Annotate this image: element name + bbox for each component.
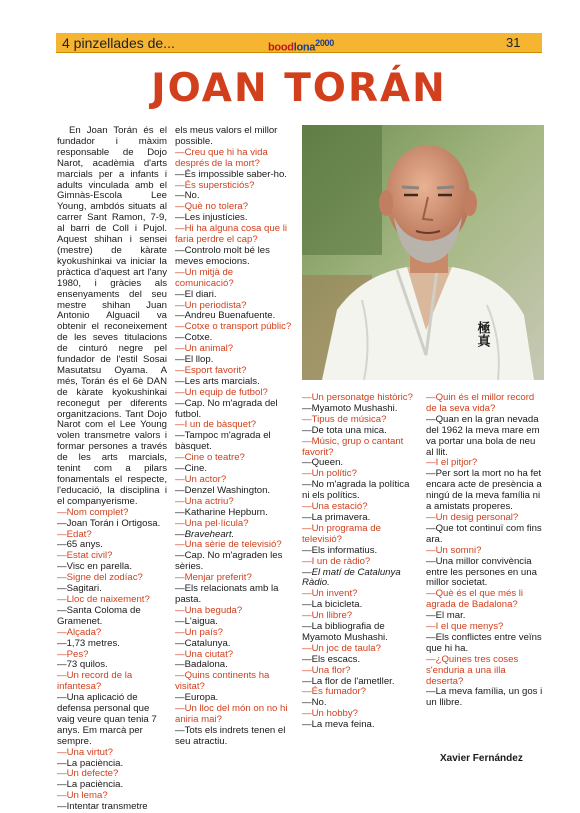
- interview-answer: — Intentar transmetre: [57, 802, 167, 813]
- interview-question: — Una ciutat?: [175, 650, 293, 661]
- interview-answer: — Badalona.: [175, 660, 293, 671]
- interview-answer: — La primavera.: [302, 513, 418, 524]
- interview-question: — Cine o teatre?: [175, 453, 293, 464]
- interview-question: — Un animal?: [175, 344, 293, 355]
- interview-answer: — Tots els indrets tenen el seu atractiu.: [175, 726, 293, 748]
- interview-answer: — Catalunya.: [175, 639, 293, 650]
- interview-answer: — Andreu Buenafuente.: [175, 311, 293, 322]
- interview-answer: — Les arts marcials.: [175, 377, 293, 388]
- interview-question: — Un desig personal?: [426, 513, 544, 524]
- interview-answer: — El mar.: [426, 611, 544, 622]
- interview-answer: — Tampoc m'agrada el bàsquet.: [175, 431, 293, 453]
- interview-answer: — Europa.: [175, 693, 293, 704]
- interview-answer: — 1,73 metres.: [57, 639, 167, 650]
- interview-answer: — La meva feina.: [302, 720, 418, 731]
- interview-question: — Un polític?: [302, 469, 418, 480]
- interview-answer: — Una millor convivència entre les persones en una millor societat.: [426, 557, 544, 590]
- section-title: 4 pinzellades de...: [62, 35, 175, 51]
- interview-answer: — Per sort la mort no ha fet encara acte de presència a ningú de la meva família ni a amistats properes.: [426, 469, 544, 513]
- interview-answer: — Els escacs.: [302, 655, 418, 666]
- interview-question: — Pes?: [57, 650, 167, 661]
- interview-question: — Una flor?: [302, 666, 418, 677]
- logo-part-1: bood: [268, 41, 294, 54]
- logo-part-2: lona: [293, 41, 316, 54]
- interview-question: — És supersticiós?: [175, 181, 293, 192]
- interview-answer: — És impossible saber-ho.: [175, 170, 293, 181]
- gi-inscription: 極真: [474, 321, 490, 347]
- interview-question: — Tipus de música?: [302, 415, 418, 426]
- interview-answer: — Les injustícies.: [175, 213, 293, 224]
- interview-question: — Músic, grup o cantant favorit?: [302, 437, 418, 459]
- interview-question: — Un hobby?: [302, 709, 418, 720]
- interview-answer: — La flor de l'ametller.: [302, 677, 418, 688]
- interview-question: — Una sèrie de televisió?: [175, 540, 293, 551]
- interview-column-2: [175, 126, 293, 748]
- continued-answer: els meus valors el millor possible.: [175, 125, 278, 147]
- interview-answer: — Controlo molt bé les meves emocions.: [175, 246, 293, 268]
- interview-answer: — No m'agrada la política ni els polítics.: [302, 480, 418, 502]
- interview-question: — Una pel·lícula?: [175, 519, 293, 530]
- interview-answer: — Els informatius.: [302, 546, 418, 557]
- interview-answer: — 65 anys.: [57, 540, 167, 551]
- interview-question: — Quins continents ha visitat?: [175, 671, 293, 693]
- interview-answer: — El llop.: [175, 355, 293, 366]
- interview-answer: — De tota una mica.: [302, 426, 418, 437]
- page-number: 31: [506, 35, 521, 50]
- interview-answer: — Joan Torán i Ortigosa.: [57, 519, 167, 530]
- interview-question: — Un llibre?: [302, 611, 418, 622]
- intro-paragraph: En Joan Torán és el fundador i màxim responsable de Dojo Narot, acadèmia d'arts marcials per a infants i adults vinculada amb el Gimnàs-Escola Lee Young, ambdós situats al carrer Sant Ramon, 7-9, al barri de Coll i Pujol. Aquest shihan i sensei (mestre) de kàrate kyokushinkai va iniciar la pràctica d'aquest art l'any 1980, i gràcies als ensenyaments del seu mestre shihan Juan Antonio Alguacil va obtenir el reconeixement de les seves titulacions de cinturó negre pel fundador de l'estil Sosai Masutatsu Oyama. A més, Torán és el 6è DAN de kàrate kyokushinkai reconegut per diferents organitzacions. Tant Dojo Narot com el Lee Young volen transmetre valors i formar persones a través de les arts marcials, tenint com a pilars fonamentals el respecte, l'educació, la disciplina i el companyerisme.: [57, 125, 167, 507]
- interview-question: — Què no tolera?: [175, 202, 293, 213]
- interview-question: — Un lema?: [57, 791, 167, 802]
- interview-answer: — La paciència.: [57, 780, 167, 791]
- interview-column-3: [302, 393, 418, 731]
- interview-question: — Quin és el millor record de la seva vida?: [426, 393, 544, 415]
- interview-answer: — Braveheart.: [175, 530, 293, 541]
- interview-question: — Creu que hi ha vida després de la mort?: [175, 148, 293, 170]
- interview-question: — I el pitjor?: [426, 458, 544, 469]
- interview-answer: — Els conflictes entre veïns que hi ha.: [426, 633, 544, 655]
- interview-answer: — Cap. No m'agraden les sèries.: [175, 551, 293, 573]
- interview-answer: — La bibliografia de Myamoto Mushashi.: [302, 622, 418, 644]
- interview-question: — Un personatge històric?: [302, 393, 418, 404]
- interview-answer: — Que tot continuï com fins ara.: [426, 524, 544, 546]
- interview-question: — Una actriu?: [175, 497, 293, 508]
- interview-question: — Un país?: [175, 628, 293, 639]
- interview-question: — Què és el que més li agrada de Badalona?: [426, 589, 544, 611]
- interview-question: — Un joc de taula?: [302, 644, 418, 655]
- interview-question: — Un programa de televisió?: [302, 524, 418, 546]
- interview-answer: — Quan en la gran nevada del 1962 la meva mare em va portar una bola de neu al llit.: [426, 415, 544, 459]
- interview-question: — Alçada?: [57, 628, 167, 639]
- interview-question: — Un equip de futbol?: [175, 388, 293, 399]
- interview-answer: — Santa Coloma de Gramenet.: [57, 606, 167, 628]
- interview-column-4: [426, 393, 544, 709]
- interview-answer: — Sagitari.: [57, 584, 167, 595]
- interview-answer: — Cine.: [175, 464, 293, 475]
- interview-answer: — Visc en parella.: [57, 562, 167, 573]
- author-signature: Xavier Fernández: [440, 753, 523, 764]
- interview-answer: — Denzel Washington.: [175, 486, 293, 497]
- interview-question: — Una estació?: [302, 502, 418, 513]
- interview-question: — Signe del zodíac?: [57, 573, 167, 584]
- magazine-logo: [268, 35, 334, 54]
- interview-question: — Un invent?: [302, 589, 418, 600]
- interview-question: — Una beguda?: [175, 606, 293, 617]
- interview-question: — Estat civil?: [57, 551, 167, 562]
- interview-answer: — No.: [302, 698, 418, 709]
- interview-answer: — No.: [175, 191, 293, 202]
- interview-question: — Un record de la infantesa?: [57, 671, 167, 693]
- interview-answer: — El diari.: [175, 290, 293, 301]
- interview-answer: — La paciència.: [57, 759, 167, 770]
- interview-question: — Una virtut?: [57, 748, 167, 759]
- interview-question: — I un de bàsquet?: [175, 420, 293, 431]
- interview-question: — Un somni?: [426, 546, 544, 557]
- interview-question: — Esport favorit?: [175, 366, 293, 377]
- interview-question: — Nom complet?: [57, 508, 167, 519]
- article-title: JOAN TORÁN: [151, 66, 447, 111]
- interview-column-1: [57, 126, 167, 813]
- interview-question: — Un actor?: [175, 475, 293, 486]
- interview-answer: — La bicicleta.: [302, 600, 418, 611]
- interview-question: — Lloc de naixement?: [57, 595, 167, 606]
- interview-answer: — 73 quilos.: [57, 660, 167, 671]
- logo-part-3: 2000: [315, 38, 334, 48]
- karate-master-portrait-icon: [302, 125, 544, 380]
- interview-answer: — Cap. No m'agrada del futbol.: [175, 399, 293, 421]
- interview-answer: — Cotxe.: [175, 333, 293, 344]
- interview-question: — És fumador?: [302, 687, 418, 698]
- interview-question: — Un mitjà de comunicació?: [175, 268, 293, 290]
- interview-question: — Cotxe o transport públic?: [175, 322, 293, 333]
- interview-question: — Hi ha alguna cosa que li faria perdre el cap?: [175, 224, 293, 246]
- interview-answer: — Myamoto Mushashi.: [302, 404, 418, 415]
- interview-answer: — Els relacionats amb la pasta.: [175, 584, 293, 606]
- interview-answer: — El matí de Catalunya Ràdio.: [302, 568, 418, 590]
- interview-question: — Un periodista?: [175, 301, 293, 312]
- interview-answer: — Queen.: [302, 458, 418, 469]
- interview-question: — I el que menys?: [426, 622, 544, 633]
- interview-question: — ¿Quines tres coses s'enduria a una illa deserta?: [426, 655, 544, 688]
- interview-answer: — Katharine Hepburn.: [175, 508, 293, 519]
- interview-answer: — L'aigua.: [175, 617, 293, 628]
- interview-answer: — La meva família, un gos i un llibre.: [426, 687, 544, 709]
- interview-question: — I un de ràdio?: [302, 557, 418, 568]
- interview-question: — Un defecte?: [57, 769, 167, 780]
- interview-answer: — Una aplicació de defensa personal que vaig veure quan tenia 7 anys. Em marcà per sempre.: [57, 693, 167, 748]
- interview-question: — Menjar preferit?: [175, 573, 293, 584]
- portrait-photo: [302, 125, 544, 380]
- interview-question: — Un lloc del món on no hi aniria mai?: [175, 704, 293, 726]
- interview-question: — Edat?: [57, 530, 167, 541]
